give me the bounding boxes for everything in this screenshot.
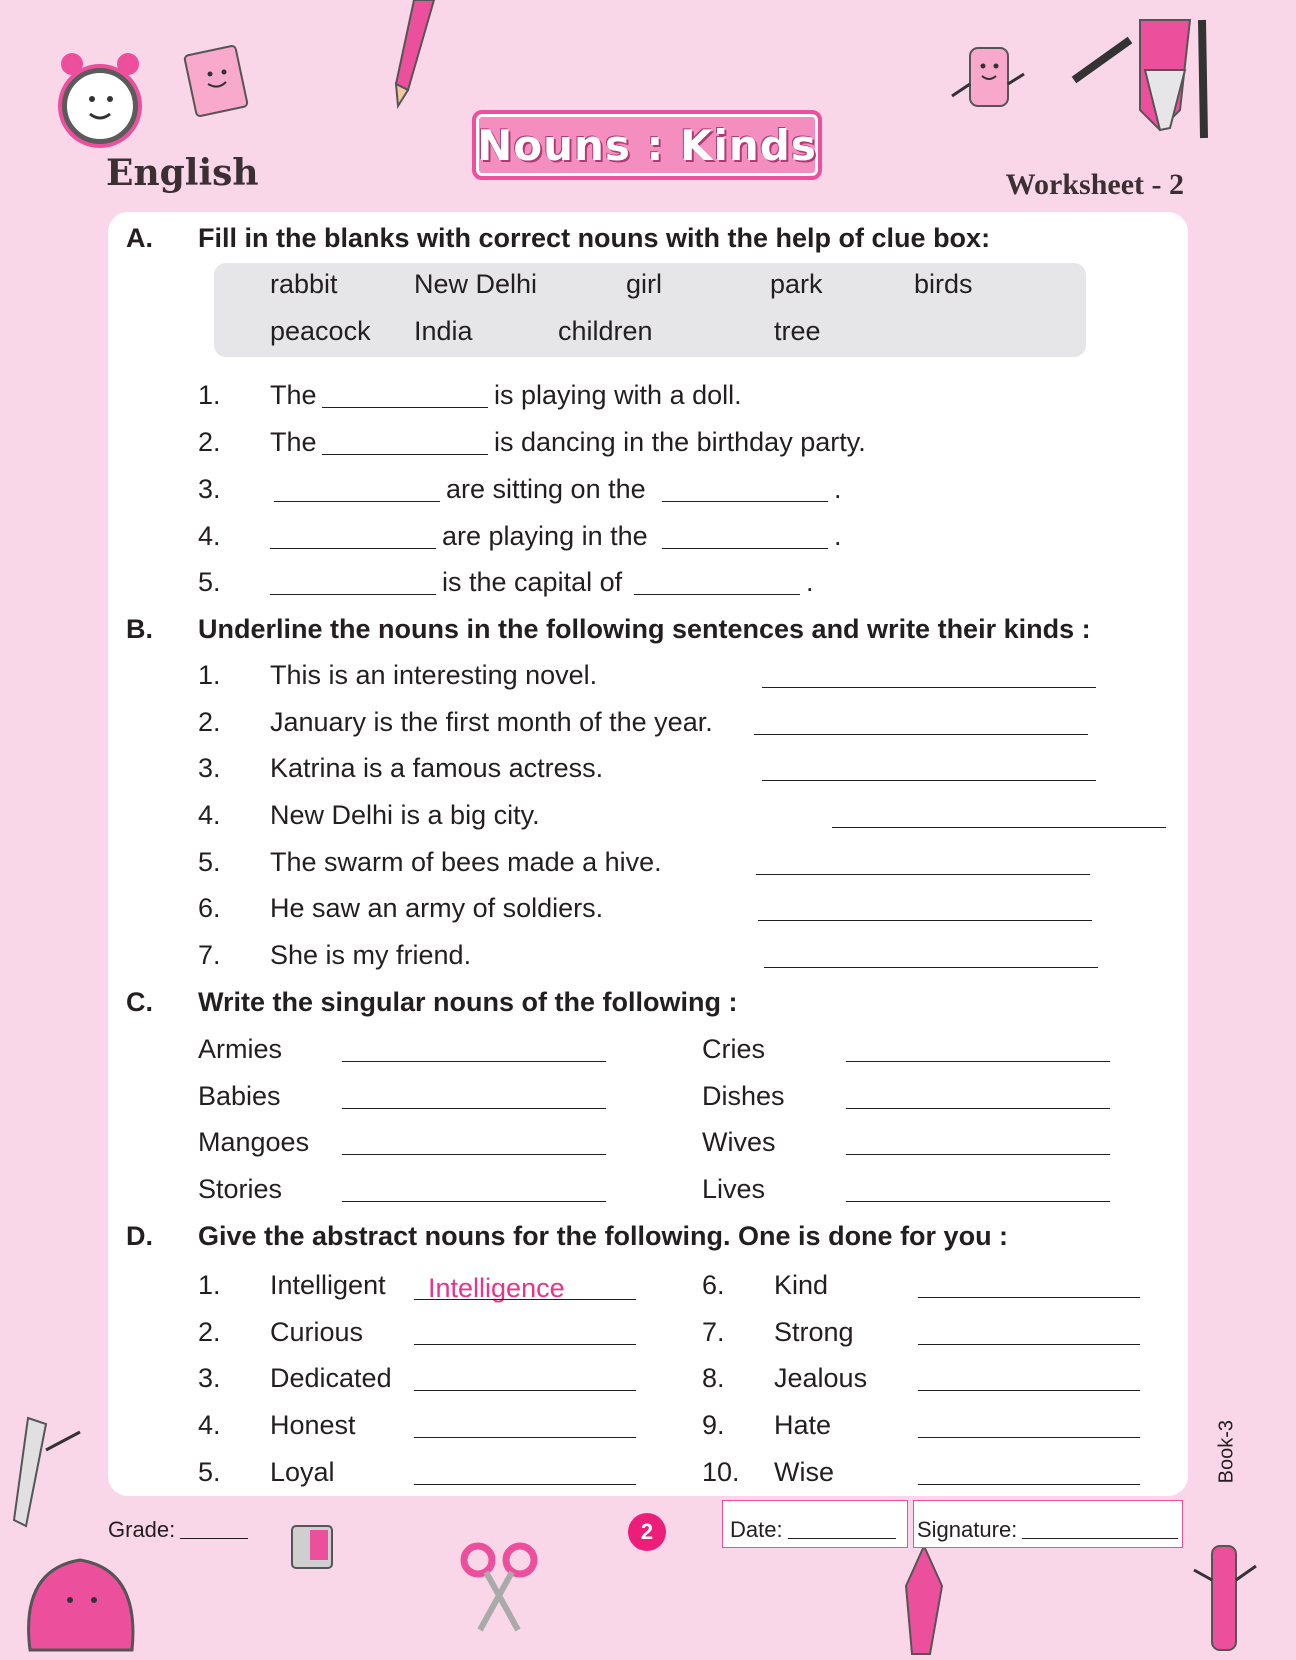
pencil-character-icon (1070, 10, 1210, 140)
page-number: 2 (628, 1513, 666, 1551)
clue-word: rabbit (270, 269, 338, 299)
word: Strong (774, 1317, 854, 1347)
pencil-icon (384, 0, 444, 110)
section-c-letter: C. (126, 987, 153, 1017)
item-text: The (270, 427, 317, 457)
date-field[interactable] (788, 1538, 896, 1539)
item-number: 4. (198, 800, 221, 830)
item-text: are playing in the (442, 521, 648, 551)
grade-field[interactable] (180, 1538, 248, 1539)
word: Hate (774, 1410, 832, 1440)
word: Kind (774, 1270, 829, 1300)
item-number: 3. (198, 1363, 221, 1393)
item-text: The (270, 380, 317, 410)
section-a-instruction: Fill in the blanks with correct nouns with the help of clue box: (198, 223, 991, 253)
item-text: The swarm of bees made a hive. (270, 847, 662, 877)
page-title (472, 110, 822, 180)
item-number: 5. (198, 567, 221, 597)
word: Babies (198, 1081, 281, 1111)
clue-word: tree (774, 316, 821, 346)
answer-blank[interactable] (764, 967, 1098, 968)
clue-word: children (558, 316, 653, 346)
signature-field[interactable] (1022, 1538, 1178, 1539)
answer-blank[interactable] (342, 1061, 606, 1062)
item-number: 3. (198, 753, 221, 783)
answer-blank[interactable] (322, 407, 488, 408)
answer-blank[interactable] (662, 548, 828, 549)
item-number: 5. (198, 847, 221, 877)
item-text: are sitting on the (446, 474, 646, 504)
item-number: 2. (198, 1317, 221, 1347)
item-number: 4. (198, 521, 221, 551)
word: Jealous (774, 1363, 868, 1393)
clue-word: girl (626, 269, 663, 299)
item-text: . (834, 474, 842, 504)
item-text: New Delhi is a big city. (270, 800, 540, 830)
answer-blank[interactable] (918, 1437, 1140, 1438)
answer-blank[interactable] (846, 1108, 1110, 1109)
grade-label: Grade: (108, 1517, 176, 1542)
word: Armies (198, 1034, 283, 1064)
section-c-instruction: Write the singular nouns of the following : (198, 987, 738, 1017)
item-text: . (806, 567, 814, 597)
section-d-instruction: Give the abstract nouns for the following. One is done for you : (198, 1221, 1009, 1251)
pen-character-icon (1190, 1540, 1260, 1656)
answer-blank[interactable] (846, 1154, 1110, 1155)
word: Intelligent (270, 1270, 386, 1300)
answer-blank[interactable] (754, 734, 1088, 735)
word: Honest (270, 1410, 356, 1440)
item-text: . (834, 521, 842, 551)
word: Mangoes (198, 1127, 310, 1157)
alarm-clock-icon (56, 44, 146, 154)
answer-blank[interactable] (762, 687, 1096, 688)
item-number: 7. (198, 940, 221, 970)
item-text: He saw an army of soldiers. (270, 893, 604, 923)
subject-label: English (106, 152, 259, 194)
scissors-icon (456, 1536, 546, 1636)
word: Cries (702, 1034, 766, 1064)
clue-word: India (414, 316, 473, 346)
answer-blank[interactable] (270, 594, 436, 595)
answer-blank[interactable] (756, 874, 1090, 875)
clue-word: birds (914, 269, 973, 299)
section-b-letter: B. (126, 614, 153, 644)
worksheet-number: Worksheet - 2 (1005, 168, 1184, 201)
answer-blank[interactable] (414, 1484, 636, 1485)
answer-blank[interactable] (634, 594, 800, 595)
item-text: is playing with a doll. (494, 380, 742, 410)
clue-word: New Delhi (414, 269, 538, 299)
item-text: January is the first month of the year. (270, 707, 713, 737)
answer-blank[interactable] (846, 1201, 1110, 1202)
answer-blank[interactable] (918, 1390, 1140, 1391)
item-number: 4. (198, 1410, 221, 1440)
item-number: 7. (702, 1317, 725, 1347)
answer-blank[interactable] (758, 920, 1092, 921)
item-text: This is an interesting novel. (270, 660, 598, 690)
date-label: Date: (730, 1517, 783, 1542)
answer-blank[interactable] (918, 1297, 1140, 1298)
word: Lives (702, 1174, 766, 1204)
answer-blank[interactable] (342, 1201, 606, 1202)
word: Dedicated (270, 1363, 392, 1393)
answer-blank[interactable] (270, 548, 436, 549)
word: Stories (198, 1174, 283, 1204)
answer-blank[interactable] (846, 1061, 1110, 1062)
answer-blank[interactable] (414, 1344, 636, 1345)
item-text: She is my friend. (270, 940, 472, 970)
item-number: 1. (198, 380, 221, 410)
eraser-icon (948, 44, 1028, 124)
item-number: 1. (198, 660, 221, 690)
signature-label: Signature: (917, 1517, 1018, 1542)
word: Dishes (702, 1081, 785, 1111)
item-number: 6. (198, 893, 221, 923)
answer-blank[interactable] (918, 1484, 1140, 1485)
section-b-instruction: Underline the nouns in the following sentences and write their kinds : (198, 614, 1091, 644)
item-number: 2. (198, 707, 221, 737)
word: Curious (270, 1317, 364, 1347)
item-number: 5. (198, 1457, 221, 1487)
book-label: Book-3 (1215, 1420, 1237, 1484)
word: Wives (702, 1127, 776, 1157)
sample-answer: Intelligence (428, 1273, 565, 1303)
answer-blank[interactable] (322, 454, 488, 455)
item-number: 6. (702, 1270, 725, 1300)
answer-blank[interactable] (274, 501, 440, 502)
item-text: Katrina is a famous actress. (270, 753, 604, 783)
item-number: 10. (702, 1457, 740, 1487)
answer-blank[interactable] (918, 1344, 1140, 1345)
clue-word: peacock (270, 316, 371, 346)
answer-blank[interactable] (342, 1108, 606, 1109)
item-number: 8. (702, 1363, 725, 1393)
answer-blank[interactable] (342, 1154, 606, 1155)
section-d-letter: D. (126, 1221, 153, 1251)
item-number: 9. (702, 1410, 725, 1440)
ruler-character-icon (10, 1410, 90, 1530)
item-text: is the capital of (442, 567, 623, 597)
sharpener-icon (284, 1520, 344, 1590)
answer-blank[interactable] (414, 1437, 636, 1438)
answer-blank[interactable] (832, 827, 1166, 828)
clue-word: park (770, 269, 823, 299)
crayon-icon (884, 1546, 964, 1656)
section-a-letter: A. (126, 223, 153, 253)
item-number: 2. (198, 427, 221, 457)
answer-blank[interactable] (762, 780, 1096, 781)
word: Loyal (270, 1457, 335, 1487)
item-text: is dancing in the birthday party. (494, 427, 866, 457)
item-number: 3. (198, 474, 221, 504)
answer-blank[interactable] (414, 1390, 636, 1391)
answer-blank[interactable] (414, 1299, 636, 1300)
item-number: 1. (198, 1270, 221, 1300)
answer-blank[interactable] (662, 501, 828, 502)
word: Wise (774, 1457, 834, 1487)
notepad-icon (178, 44, 258, 124)
page-title-text: Nouns : Kinds (477, 120, 817, 170)
